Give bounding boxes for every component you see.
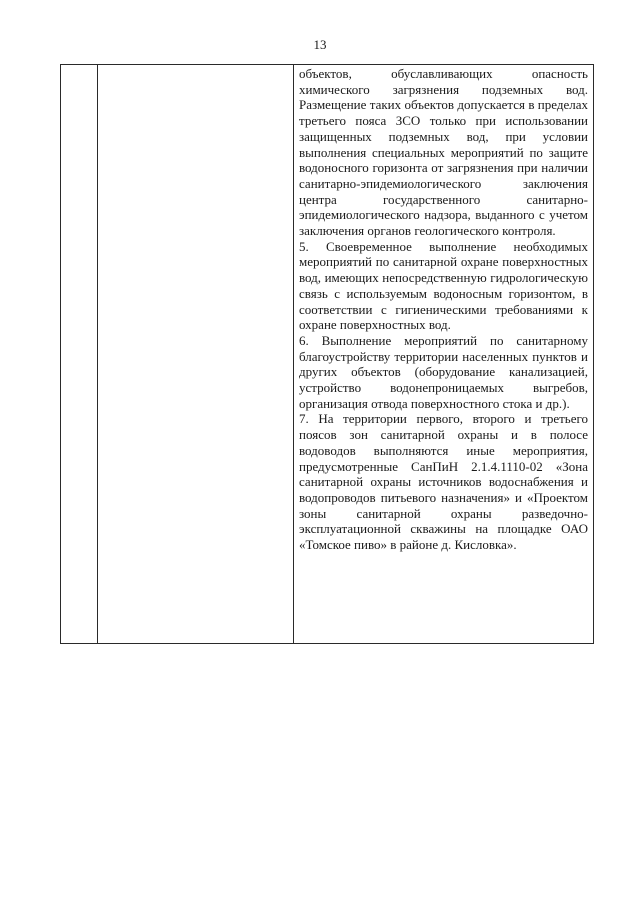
measures-paragraph-5: 5. Своевременное выполнение необходимых мероприятий по санитарной охране поверхностных вод, имеющих непосредственную гидрологическую связь с используемым водоносным горизонтом, в соответствии с гигиеническими требованиями к охране поверхностных вод. xyxy=(299,238,588,333)
measures-paragraph-6: 6. Выполнение мероприятий по санитарному благоустройству территории населенных пунктов и других объектов (оборудование канализацией, устройство водонепроницаемых выгребов, организация отвода поверхностного стока и др.). xyxy=(299,332,588,411)
measures-paragraph-7: 7. На территории первого, второго и третьего поясов зон санитарной охраны и в полосе водоводов выполняются иные мероприятия, предусмотренные СанПиН 2.1.4.1110-02 «Зона санитарной охраны источников водоснабжения и водопроводов питьевого назначения» и «Проектом зоны санитарной охраны разведочно-эксплуатационной скважины на площадке ОАО «Томское пиво» в районе д. Кисловка». xyxy=(299,411,588,553)
measures-text xyxy=(294,65,593,553)
table-cell-object xyxy=(98,65,294,644)
measures-paragraph-continuation: объектов, обуславливающих опасность химического загрязнения подземных вод. Размещение таких объектов допускается в пределах третьего пояса ЗСО только при использовании защищенных подземных вод, при условии выполнения специальных мероприятий по защите водоносного горизонта от загрязнения при наличии санитарно-эпидемиологического заключения центра государственного санитарно-эпидемиологического надзора, выданного с учетом заключения органов геологического контроля. xyxy=(299,66,588,239)
page-number: 13 xyxy=(313,37,327,52)
table-cell-number xyxy=(61,65,98,644)
table-cell-measures xyxy=(294,65,594,644)
table-row xyxy=(61,65,594,644)
measures-table xyxy=(60,64,594,644)
